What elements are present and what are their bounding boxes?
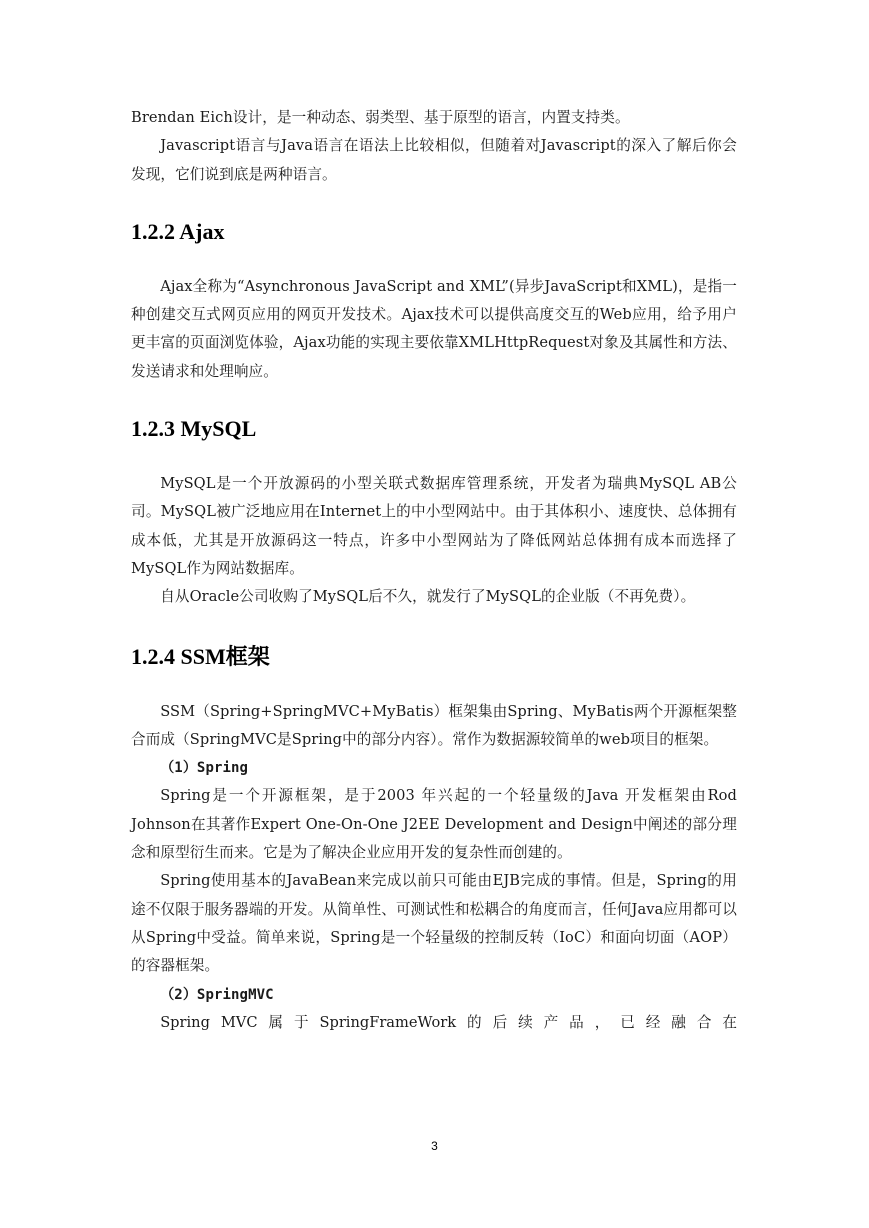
ssm-subheading-spring (131, 754, 737, 782)
springmvc-token: 已 (620, 1013, 635, 1031)
mysql-paragraph-1: MySQL是一个开放源码的小型关联式数据库管理系统，开发者为瑞典MySQL AB公司。MySQL被广泛地应用在Internet上的中小型网站中。由于其体积小、速度快、总体拥有成本低，尤其是开放源码这一特点，许多中小型网站为了降低网站总体拥有成本而选择了MySQL作为网站数据库。 (131, 475, 737, 577)
springmvc-token: 融 (671, 1013, 686, 1031)
ssm-subheading-spring-label: （1）Spring (160, 760, 249, 777)
springmvc-token: 的 (467, 1013, 482, 1031)
springmvc-token: 产 (543, 1013, 559, 1031)
intro-line: Brendan Eich设计，是一种动态、弱类型、基于原型的语言，内置支持类。 (131, 109, 630, 126)
ssm-subheading-springmvc (131, 981, 737, 1009)
page-content (131, 104, 737, 1037)
heading-mysql: 1.2.3 MySQL (131, 416, 257, 442)
ajax-paragraph: Ajax全称为“Asynchronous JavaScript and XML”(异步JavaScript和XML)，是指一种创建交互式网页应用的网页开发技术。Ajax技术可以提供高度交互的Web应用，给予用户更丰富的页面浏览体验，Ajax功能的实现主要依靠XMLHttpRequest对象及其属性和方法、发送请求和处理响应。 (131, 277, 737, 380)
springmvc-token: 经 (645, 1013, 661, 1031)
ssm-subheading-springmvc-label: （2）SpringMVC (160, 986, 274, 1003)
springmvc-token: SpringFrameWork (319, 1013, 457, 1031)
heading-ssm: 1.2.4 SSM框架 (131, 643, 270, 669)
springmvc-token: ， (594, 1013, 610, 1031)
springmvc-token: 后 (492, 1013, 508, 1031)
springmvc-token: 品 (569, 1013, 584, 1031)
springmvc-token: 在 (722, 1013, 737, 1031)
intro-paragraph: Javascript语言与Java语言在语法上比较相似，但随着对Javascript的深入了解后你会发现，它们说到底是两种语言。 (131, 137, 737, 183)
ssm-paragraph: SSM（Spring+SpringMVC+MyBatis）框架集由Spring、MyBatis两个开源框架整合而成（SpringMVC是Spring中的部分内容）。常作为数据源较简单的web项目的框架。 (131, 702, 737, 748)
mysql-paragraph-2: 自从Oracle公司收购了MySQL后不久，就发行了MySQL的企业版（不再免费）。 (160, 588, 696, 606)
springmvc-paragraph-first-line (131, 1009, 737, 1037)
page-number: 3 (431, 1139, 438, 1153)
springmvc-token: 属 (268, 1013, 284, 1031)
springmvc-token: 续 (518, 1013, 533, 1031)
springmvc-token: Spring (160, 1013, 210, 1031)
springmvc-token: 合 (696, 1013, 712, 1031)
springmvc-token: 于 (293, 1013, 309, 1031)
heading-ajax: 1.2.2 Ajax (131, 218, 225, 244)
spring-paragraph-2: Spring使用基本的JavaBean来完成以前只可能由EJB完成的事情。但是，Spring的用途不仅限于服务器端的开发。从简单性、可测试性和松耦合的角度而言，任何Java应用都可以从Spring中受益。简单来说，Spring是一个轻量级的控制反转（IoC）和面向切面（AOP）的容器框架。 (131, 872, 737, 975)
spring-paragraph-1: Spring是一个开源框架，是于2003 年兴起的一个轻量级的Java 开发框架由Rod Johnson在其著作Expert One-On-One J2EE Development and Design中阐述的部分理念和原型衍生而来。它是为了解决企业应用开发的复杂性而创建的。 (131, 787, 737, 862)
springmvc-token: MVC (220, 1013, 258, 1031)
